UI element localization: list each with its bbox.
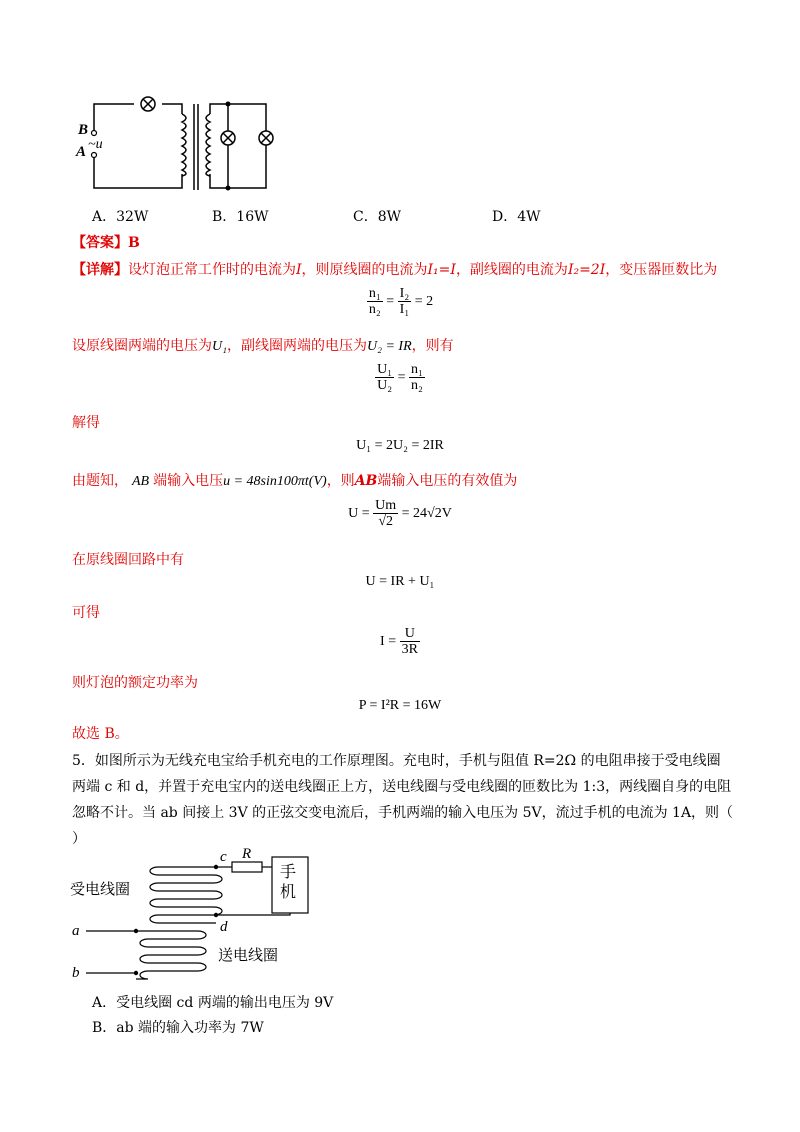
equation-turns-ratio: $\frac{\text{n₁}}{\text{n₂}}$ = $\frac{\text{I₂}}{\text{I₁}}$ = 2 (368, 286, 434, 318)
option-d[interactable]: D．4W (492, 209, 541, 225)
resistor-r-label: R (242, 846, 252, 862)
answer-line: 【答案】B (72, 235, 140, 251)
option-c[interactable]: C．8W (353, 209, 402, 225)
q5-option-b[interactable]: B．ab 端的输入功率为 7W (92, 1020, 264, 1036)
equation-u1: U₁ = 2U₂ = 2IR (356, 438, 444, 453)
equation-voltage-ratio: $\frac{\text{U₁}}{\text{U₂}}$ = $\frac{\text{n₁}}{\text{n₂}}$ (377, 362, 423, 394)
q5-line-1: 5．如图所示为无线充电宝给手机充电的工作原理图。充电时，手机与阻值 R=2Ω 的电阻串接于受电线圈 (72, 753, 721, 769)
q5-line-3: 忽略不计。当 ab 间接上 3V 的正弦交变电流后，手机两端的输入电压为 5V，流过手机的电流为 1A，则（ (72, 805, 734, 821)
detail-line-2: 设原线圈两端的电压为U₁，副线圈两端的电压为U₂ = IR，则有 (72, 338, 454, 354)
terminal-c-label: c (220, 849, 227, 865)
terminal-b-label: B (78, 122, 89, 138)
terminal-a-label: A (76, 144, 87, 160)
detail-solve-label: 解得 (72, 415, 100, 431)
detail-conclusion: 故选 B。 (72, 726, 129, 742)
equation-loop: U = IR + U₁ (365, 574, 435, 589)
receiver-coil-label: 受电线圈 (70, 880, 131, 898)
q5-option-a[interactable]: A．受电线圈 cd 两端的输出电压为 9V (92, 995, 334, 1011)
terminal-d-label: d (220, 919, 228, 935)
equation-power: P = I²R = 16W (358, 698, 442, 713)
phone-label: 手机 (279, 862, 296, 901)
detail-line-5: 可得 (72, 605, 100, 621)
equation-current: I = $\frac{U}{3R}$ (380, 626, 418, 658)
detail-line-4: 在原线圈回路中有 (72, 552, 184, 568)
terminal-b-label: b (72, 965, 80, 981)
option-b[interactable]: B．16W (212, 209, 269, 225)
detail-line-6: 则灯泡的额定功率为 (72, 675, 198, 691)
q5-line-2: 两端 c 和 d，并置于充电宝内的送电线圈正上方，送电线圈与受电线圈的匝数比为 1:3，两线圈自身的电阻 (72, 779, 732, 795)
option-a[interactable]: A．32W (92, 209, 149, 225)
source-u-label: ~u (88, 137, 103, 152)
detail-line-3: 由题知， AB 端输入电压u = 48sin100πt(V)，则AB端输入电压的有效值为 (72, 473, 518, 489)
transformer-circuit-diagram (70, 92, 280, 192)
detail-line-1: 【详解】设灯泡正常工作时的电流为I，则原线圈的电流为I₁=I，副线圈的电流为I₂=2I，变压器匝数比为 (72, 262, 718, 278)
terminal-a-label: a (72, 923, 80, 939)
sender-coil-label: 送电线圈 (218, 946, 279, 964)
q5-line-4: ） (72, 831, 86, 847)
equation-effective-voltage: U = $\frac{Um}{√2}$ = 24√2V (348, 498, 452, 530)
